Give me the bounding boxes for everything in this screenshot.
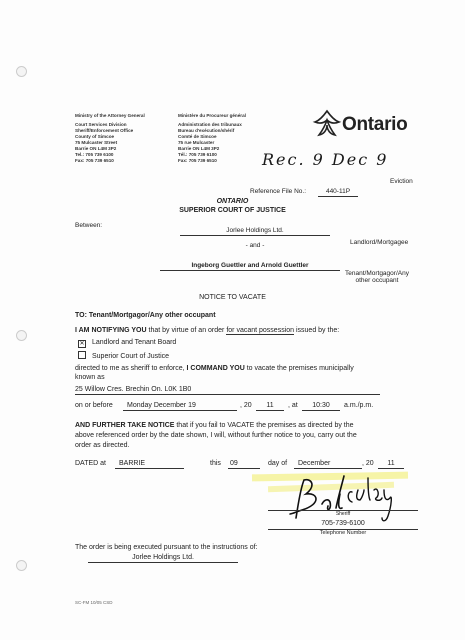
landlord-role-label: Landlord/Mortgagee <box>350 239 409 246</box>
telephone-number: 705-739-6100 <box>321 520 365 527</box>
vacate-time: 10:30 <box>302 401 340 411</box>
trillium-icon <box>312 108 342 138</box>
premises-address: 25 Willow Cres. Brechin On. L0K 1B0 <box>75 385 380 395</box>
further-notice-line-2: above referenced order by the date shown, I will, without further notice to you, carry out the <box>75 432 357 439</box>
am-pm-label: a.m./p.m. <box>344 402 374 409</box>
binder-hole <box>16 66 27 77</box>
ministry-fr: Ministère du Procureur général Administration des tribunaux Bureau d'exécution/shérif Comté de Simcoe 75 rue Mulcaster Barrie ON L4M 3P2 Tél.: 705 739 6100 Fax: 705 739 6510 <box>178 113 246 163</box>
dated-month: December <box>294 459 362 469</box>
instructing-party: Jorlee Holdings Ltd. <box>88 553 238 563</box>
unchecked-checkbox-icon <box>78 351 86 359</box>
directed-paragraph: directed to me as sheriff to enforce, I COMMAND YOU to vacate the premises municipally <box>75 365 354 372</box>
tenant-names: Ingeborg Guettler and Arnold Guettler <box>160 262 340 271</box>
on-or-before-label: on or before <box>75 402 113 409</box>
notice-recipient: TO: Tenant/Mortgagor/Any other occupant <box>75 312 216 319</box>
reference-file-label: Reference File No.: <box>250 188 306 195</box>
binder-hole <box>16 560 27 571</box>
at-label: , at <box>288 402 298 409</box>
form-code: SC-FM 10/05 CSD <box>75 600 113 605</box>
year-prefix: , 20 <box>240 402 252 409</box>
ministry-en: Ministry of the Attorney General Court Services Division Sheriff/Enforcement Office County of Simcoe 75 Mulcaster Street Barrie ON L4M 3P2 Tel.: 705 739 6100 Fax: 705 739 6510 <box>75 113 145 163</box>
notifying-paragraph: I AM NOTIFYING YOU that by virtue of an order for vacant possession issued by the: <box>75 327 340 334</box>
landlord-name: Jorlee Holdings Ltd. <box>180 227 330 236</box>
signature-mark <box>282 470 402 526</box>
received-handwritten-note: Rec. 9 Dec 9 <box>262 150 389 169</box>
this-label: this <box>210 460 221 467</box>
sheriff-label: Sheriff <box>335 511 351 517</box>
checked-checkbox-icon: ✕ <box>79 341 85 347</box>
further-notice-line-1: AND FURTHER TAKE NOTICE that if you fail to VACATE the premises as directed by the <box>75 422 354 429</box>
dated-year: 11 <box>378 459 404 469</box>
dated-year-prefix: , 20 <box>362 460 374 467</box>
option-landlord-tenant-board: ✕ Landlord and Tenant Board <box>79 339 177 347</box>
telephone-label: Telephone Number <box>319 530 367 536</box>
province-heading: ONTARIO <box>216 198 249 205</box>
notice-title: NOTICE TO VACATE <box>199 294 266 301</box>
tenant-role-label: Tenant/Mortgagor/Any other occupant <box>345 270 409 284</box>
further-notice-line-3: order as directed. <box>75 442 130 449</box>
eviction-label: Eviction <box>390 178 413 185</box>
executed-pursuant-line: The order is being executed pursuant to the instructions of: <box>75 544 258 551</box>
dated-day: 09 <box>228 459 260 469</box>
reference-file-number: 440-11P <box>318 188 358 197</box>
court-name-heading: SUPERIOR COURT OF JUSTICE <box>179 207 286 214</box>
day-of-label: day of <box>268 460 288 467</box>
vacate-date: Monday December 19 <box>123 401 237 411</box>
binder-hole <box>16 330 27 341</box>
vacate-year: 11 <box>256 401 284 411</box>
ontario-logo: Ontario <box>312 108 342 143</box>
known-as-label: known as <box>75 374 105 381</box>
dated-at-label: DATED at <box>75 460 106 467</box>
dated-place: BARRIE <box>115 459 184 469</box>
between-label: Between: <box>75 222 103 229</box>
option-superior-court: Superior Court of Justice <box>78 351 169 361</box>
and-separator: - and - <box>245 242 265 249</box>
